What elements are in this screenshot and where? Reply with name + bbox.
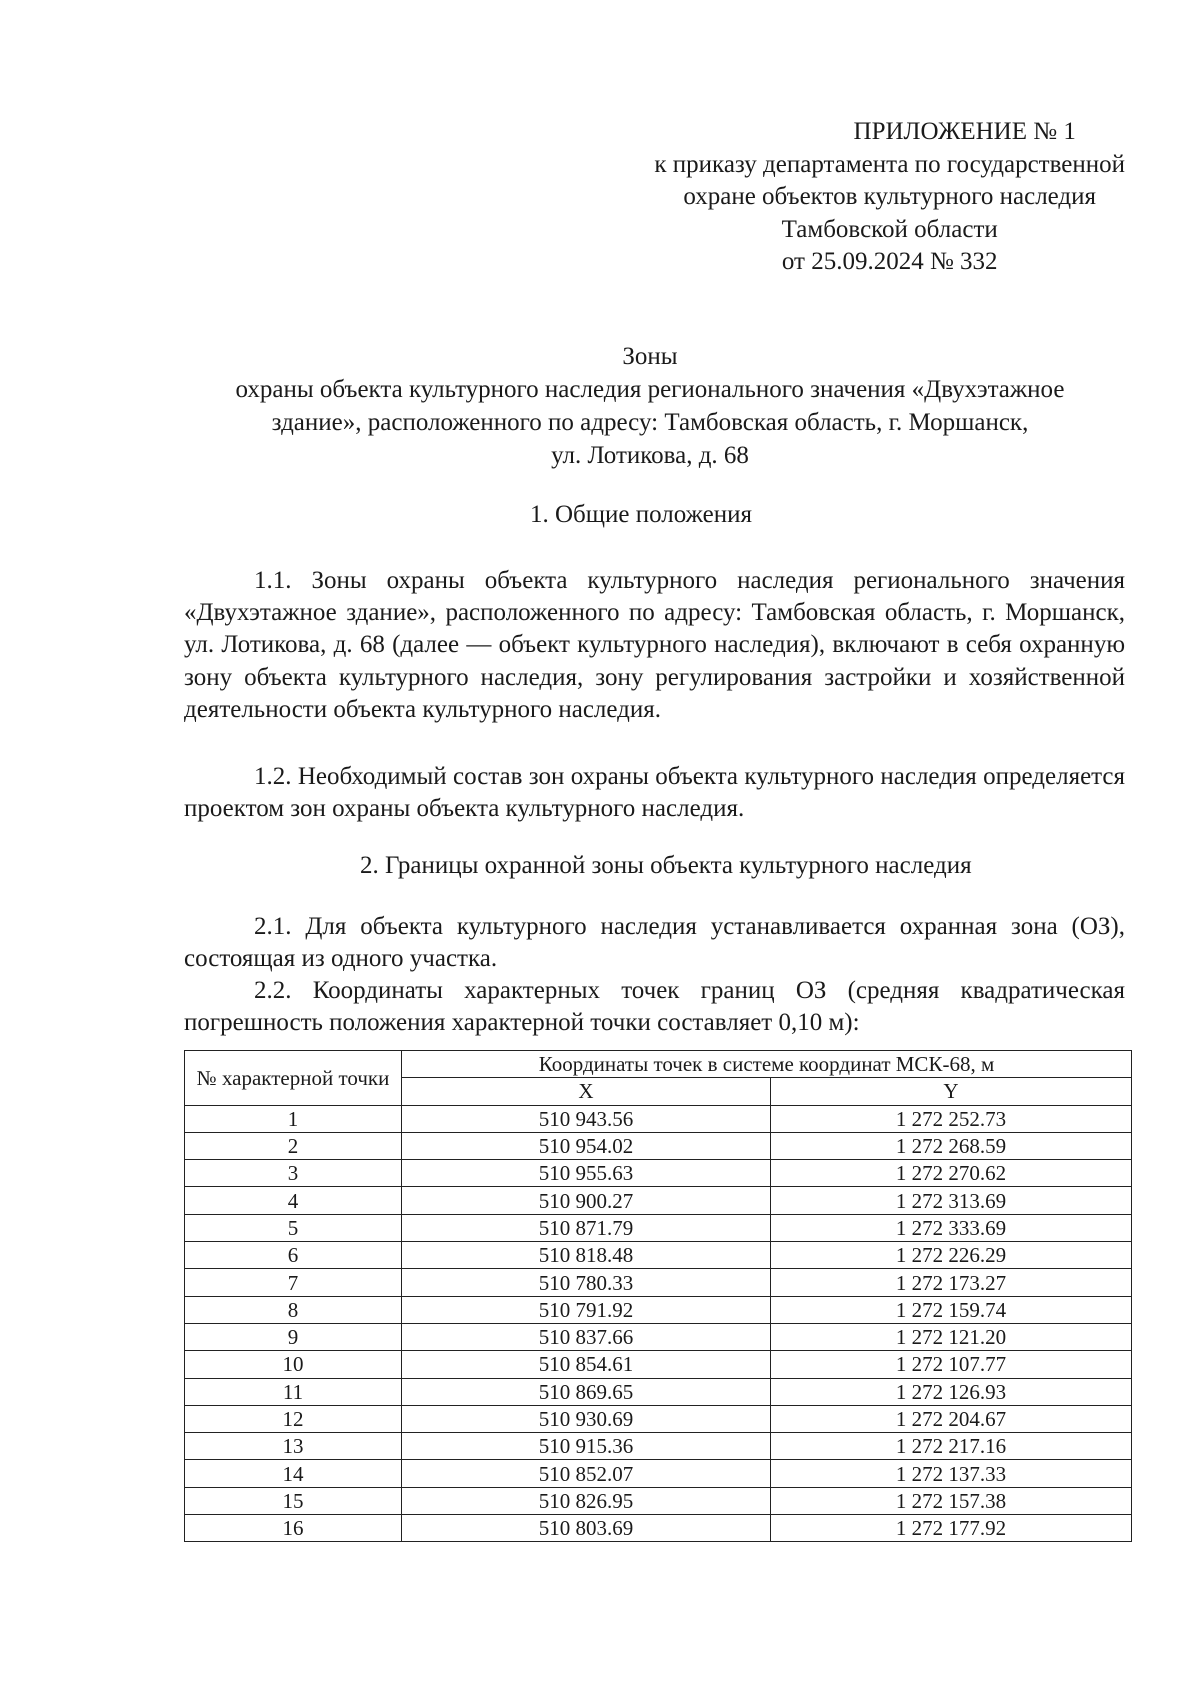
point-number: 5 xyxy=(185,1214,402,1241)
paragraph-2-2: 2.2. Координаты характерных точек границ ОЗ (средняя квадратическая погрешность положения характерной точки составляет 0,10 м): xyxy=(184,977,1125,1037)
point-number: 12 xyxy=(185,1405,402,1432)
section-2-heading: 2. Границы охранной зоны объекта культурного наследия xyxy=(360,852,972,879)
coord-x: 510 837.66 xyxy=(402,1323,771,1350)
coord-x: 510 854.61 xyxy=(402,1351,771,1378)
point-number: 10 xyxy=(185,1351,402,1378)
table-row xyxy=(185,1242,1132,1269)
coord-y: 1 272 107.77 xyxy=(771,1351,1132,1378)
table-row xyxy=(185,1351,1132,1378)
coord-y: 1 272 177.92 xyxy=(771,1515,1132,1542)
coord-y: 1 272 121.20 xyxy=(771,1323,1132,1350)
point-number: 1 xyxy=(185,1105,402,1132)
section-1-heading: 1. Общие положения xyxy=(530,501,752,528)
coord-x: 510 818.48 xyxy=(402,1242,771,1269)
coord-y: 1 272 157.38 xyxy=(771,1487,1132,1514)
coord-y: 1 272 173.27 xyxy=(771,1269,1132,1296)
appendix-line: к приказу департамента по государственной xyxy=(654,150,1125,178)
coord-x: 510 780.33 xyxy=(402,1269,771,1296)
header-x: X xyxy=(402,1078,771,1105)
header-coordinates: Координаты точек в системе координат МСК-68, м xyxy=(402,1051,1132,1078)
table-row xyxy=(185,1187,1132,1214)
title-line: здание», расположенного по адресу: Тамбовская область, г. Моршанск, xyxy=(271,409,1029,436)
table-row xyxy=(185,1487,1132,1514)
point-number: 16 xyxy=(185,1515,402,1542)
point-number: 6 xyxy=(185,1242,402,1269)
table-row xyxy=(185,1323,1132,1350)
point-number: 3 xyxy=(185,1160,402,1187)
coord-y: 1 272 270.62 xyxy=(771,1160,1132,1187)
appendix-line: охране объектов культурного наследия xyxy=(683,183,1097,210)
table-row xyxy=(185,1405,1132,1432)
point-number: 14 xyxy=(185,1460,402,1487)
coord-y: 1 272 159.74 xyxy=(771,1296,1132,1323)
coord-y: 1 272 313.69 xyxy=(771,1187,1132,1214)
coord-x: 510 915.36 xyxy=(402,1433,771,1460)
coord-y: 1 272 252.73 xyxy=(771,1105,1132,1132)
point-number: 2 xyxy=(185,1132,402,1159)
table-row xyxy=(185,1460,1132,1487)
coord-y: 1 272 226.29 xyxy=(771,1242,1132,1269)
coord-x: 510 869.65 xyxy=(402,1378,771,1405)
table-row xyxy=(185,1515,1132,1542)
paragraph-1-2: 1.2. Необходимый состав зон охраны объекта культурного наследия определяется проектом зон охраны объекта культурного наследия. xyxy=(184,763,1125,823)
coord-x: 510 803.69 xyxy=(402,1515,771,1542)
coord-x: 510 900.27 xyxy=(402,1187,771,1214)
coordinates-table xyxy=(184,1050,1132,1542)
coord-x: 510 930.69 xyxy=(402,1405,771,1432)
table-row xyxy=(185,1433,1132,1460)
paragraph-2-1: 2.1. Для объекта культурного наследия устанавливается охранная зона (ОЗ), состоящая из одного участка. xyxy=(184,913,1125,973)
point-number: 9 xyxy=(185,1323,402,1350)
coord-y: 1 272 333.69 xyxy=(771,1214,1132,1241)
point-number: 13 xyxy=(185,1433,402,1460)
coord-y: 1 272 217.16 xyxy=(771,1433,1132,1460)
coord-x: 510 852.07 xyxy=(402,1460,771,1487)
point-number: 7 xyxy=(185,1269,402,1296)
document-title xyxy=(170,340,1130,472)
appendix-line: Тамбовской области xyxy=(781,215,998,243)
coord-y: 1 272 126.93 xyxy=(771,1378,1132,1405)
table-row xyxy=(185,1378,1132,1405)
table-row xyxy=(185,1105,1132,1132)
table-row xyxy=(185,1160,1132,1187)
title-heading: Зоны xyxy=(622,343,678,370)
coord-x: 510 826.95 xyxy=(402,1487,771,1514)
table-row xyxy=(185,1132,1132,1159)
coord-x: 510 943.56 xyxy=(402,1105,771,1132)
table-row xyxy=(185,1269,1132,1296)
point-number: 8 xyxy=(185,1296,402,1323)
header-point-number: № характерной точки xyxy=(185,1051,402,1106)
appendix-date-number: от 25.09.2024 № 332 xyxy=(781,248,998,275)
header-y: Y xyxy=(771,1078,1132,1105)
title-line: ул. Лотикова, д. 68 xyxy=(551,442,749,469)
coord-x: 510 871.79 xyxy=(402,1214,771,1241)
coord-x: 510 954.02 xyxy=(402,1132,771,1159)
coord-x: 510 955.63 xyxy=(402,1160,771,1187)
title-line: охраны объекта культурного наследия регионального значения «Двухэтажное xyxy=(235,376,1065,403)
appendix-header xyxy=(654,116,1125,279)
appendix-title: ПРИЛОЖЕНИЕ № 1 xyxy=(853,118,1076,145)
coord-y: 1 272 137.33 xyxy=(771,1460,1132,1487)
point-number: 11 xyxy=(185,1378,402,1405)
point-number: 4 xyxy=(185,1187,402,1214)
coord-x: 510 791.92 xyxy=(402,1296,771,1323)
point-number: 15 xyxy=(185,1487,402,1514)
coord-y: 1 272 204.67 xyxy=(771,1405,1132,1432)
paragraph-1-1: 1.1. Зоны охраны объекта культурного наследия регионального значения «Двухэтажное здание», расположенного по адресу: Тамбовская область, г. Моршанск, ул. Лотикова, д. 68 (далее — объект культурного наследия), включают в себя охранную зону объекта культурного наследия, зону регулирования застройки и хозяйственной деятельности объекта культурного наследия. xyxy=(184,567,1125,723)
table-row xyxy=(185,1296,1132,1323)
coord-y: 1 272 268.59 xyxy=(771,1132,1132,1159)
table-row xyxy=(185,1214,1132,1241)
table-header-row xyxy=(185,1051,1132,1078)
